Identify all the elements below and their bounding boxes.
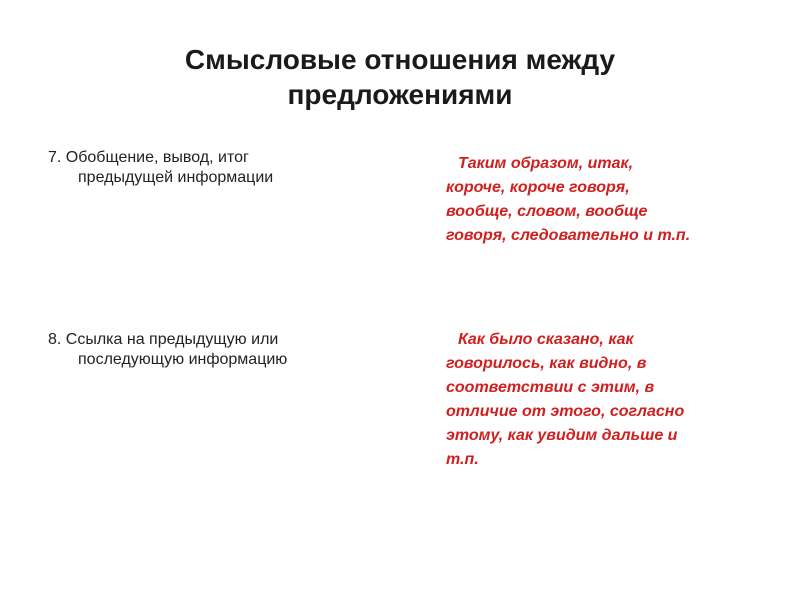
item-7-examples-line: вообще, словом, вообще — [446, 203, 648, 220]
item-8-examples-line: отличие от этого, согласно — [446, 403, 685, 420]
item-8-description — [48, 330, 378, 370]
item-8-description-line: последующую информацию — [78, 351, 288, 368]
item-8-examples — [446, 328, 766, 472]
item-8-examples-line: Как было сказано, как — [458, 331, 634, 348]
slide-title-line: Смысловые отношения между — [184, 44, 616, 75]
item-7-examples-line: Таким образом, итак, — [458, 155, 634, 172]
item-8-examples-line: соответствии с этим, в — [446, 379, 655, 396]
item-8-description-line: 8. Ссылка на предыдущую или — [48, 331, 279, 348]
slide-title — [100, 42, 700, 112]
item-7-description — [48, 148, 378, 188]
item-8-examples-line: этому, как увидим дальше и — [446, 427, 678, 444]
slide-title-line: предложениями — [287, 79, 513, 110]
item-7-examples-line: говоря, следовательно и т.п. — [446, 227, 691, 244]
item-7-description-line: 7. Обобщение, вывод, итог — [48, 149, 249, 166]
item-7-examples-line: короче, короче говоря, — [446, 179, 630, 196]
item-7-examples — [446, 152, 766, 248]
item-8-examples-line: говорилось, как видно, в — [446, 355, 647, 372]
item-7-description-line: предыдущей информации — [78, 169, 274, 186]
item-8-examples-line: т.п. — [446, 451, 479, 468]
